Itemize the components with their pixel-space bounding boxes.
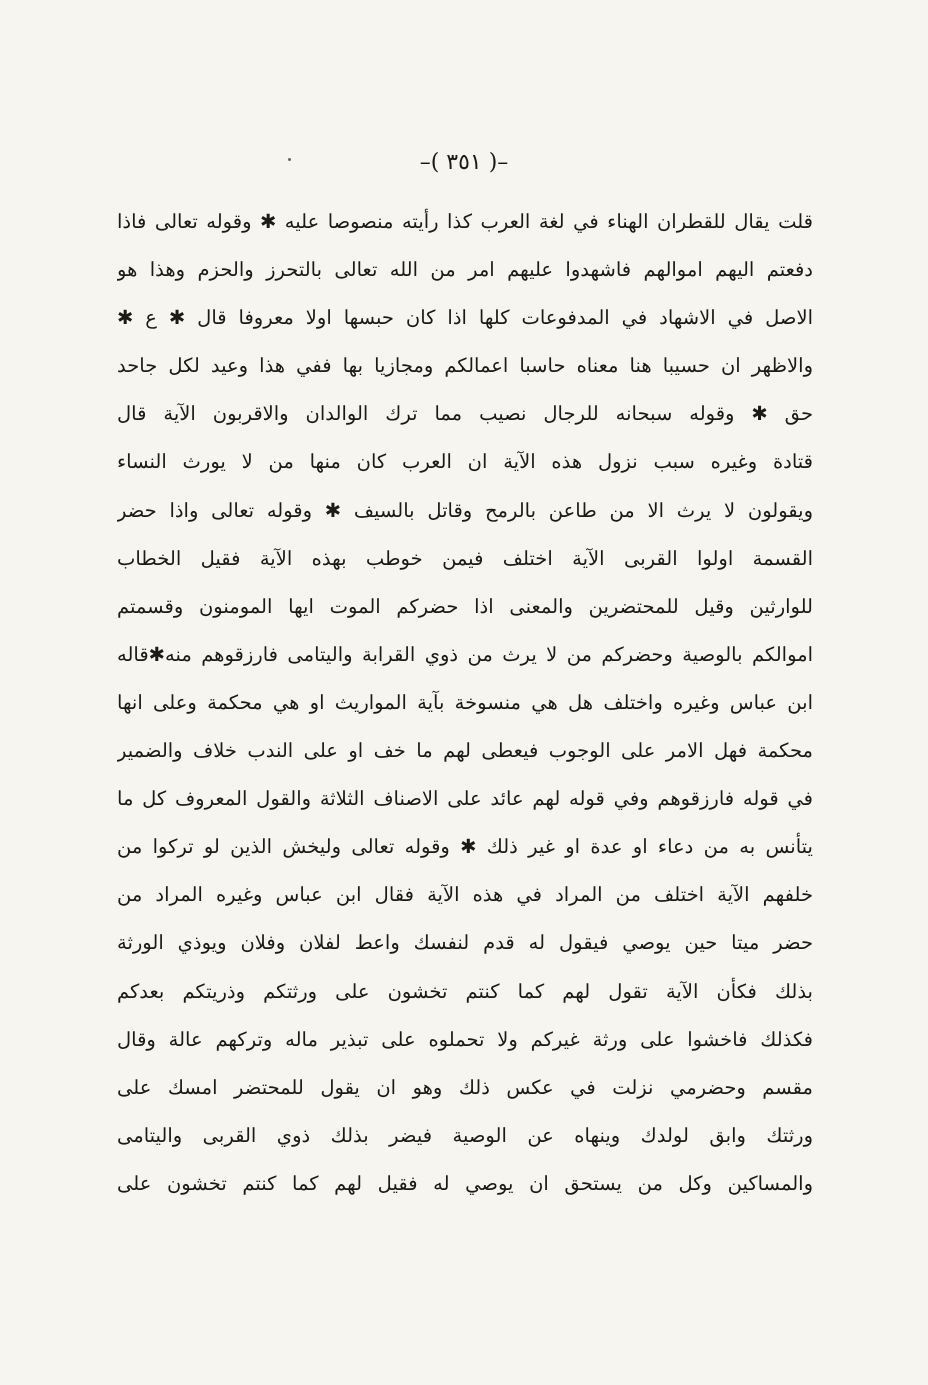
text-line: قتادة وغيره سبب نزول هذه الآية ان العرب كان منها من لا يورث النساء [117, 450, 813, 474]
text-line: ابن عباس وغيره واختلف هل هي منسوخة بآية المواريث او هي محكمة وعلى انها [117, 690, 813, 714]
text-line: بذلك فكأن الآية تقول لهم كما كنتم تخشون على ورثتكم وذريتكم بعدكم [117, 979, 813, 1003]
text-line: حق ✱ وقوله سبحانه للرجال نصيب مما ترك الوالدان والاقربون الآية قال [117, 402, 813, 426]
page-number: –( ٣٥١ )– [419, 150, 509, 175]
text-line: والاظهر ان حسيبا هنا معناه حاسبا اعمالكم ومجازيا بها ففي هذا وعيد لكل جاحد [117, 354, 813, 378]
text-line: القسمة اولوا القربى الآية اختلف فيمن خوطب بهذه الآية فقيل الخطاب [117, 546, 813, 570]
text-line: للوارثين وقيل للمحتضرين والمعنى اذا حضركم الموت ايها المومنون وقسمتم [117, 594, 813, 618]
text-line: مقسم وحضرمي نزلت في عكس ذلك وهو ان يقول للمحتضر امسك على [117, 1075, 813, 1099]
text-line: ويقولون لا يرث الا من طاعن بالرمح وقاتل بالسيف ✱ وقوله تعالى واذا حضر [117, 498, 813, 522]
print-speck [288, 158, 291, 161]
text-line: محكمة فهل الامر على الوجوب فيعطى لهم ما خف او على الندب خلاف والضمير [117, 739, 813, 763]
text-line: ورثتك وابق لولدك وينهاه عن الوصية فيضر بذلك ذوي القربى واليتامى [117, 1123, 813, 1147]
page-body-text [117, 198, 813, 1208]
text-line: الاصل في الاشهاد في المدفوعات كلها اذا كان حبسها اولا معروفا قال ✱ ع ✱ [117, 306, 813, 330]
text-line: في قوله فارزقوهم وفي قوله لهم عائد على الاصناف الثلاثة والقول المعروف كل ما [117, 787, 813, 811]
text-line: والمساكين وكل من يستحق ان يوصي له فقيل لهم كما كنتم تخشون على [117, 1171, 813, 1195]
text-line: قلت يقال للقطران الهناء في لغة العرب كذا رأيته منصوصا عليه ✱ وقوله تعالى فاذا [117, 210, 813, 233]
text-line: اموالكم بالوصية وحضركم من لا يرث من ذوي القرابة واليتامى فارزقوهم منه✱قاله [117, 642, 813, 666]
text-line: دفعتم اليهم اموالهم فاشهدوا عليهم امر من الله تعالى بالتحرز والحزم وهذا هو [117, 258, 813, 282]
text-line: فكذلك فاخشوا على ورثة غيركم ولا تحملوه على تبذير ماله وتركهم عالة وقال [117, 1027, 813, 1051]
text-line: يتأنس به من دعاء او عدة او غير ذلك ✱ وقوله تعالى وليخش الذين لو تركوا من [117, 835, 813, 859]
text-line: خلفهم الآية اختلف من المراد في هذه الآية فقال ابن عباس وغيره المراد من [117, 883, 813, 907]
text-line: حضر ميتا حين يوصي فيقول له قدم لنفسك واعط لفلان وفلان ويوذي الورثة [117, 931, 813, 955]
